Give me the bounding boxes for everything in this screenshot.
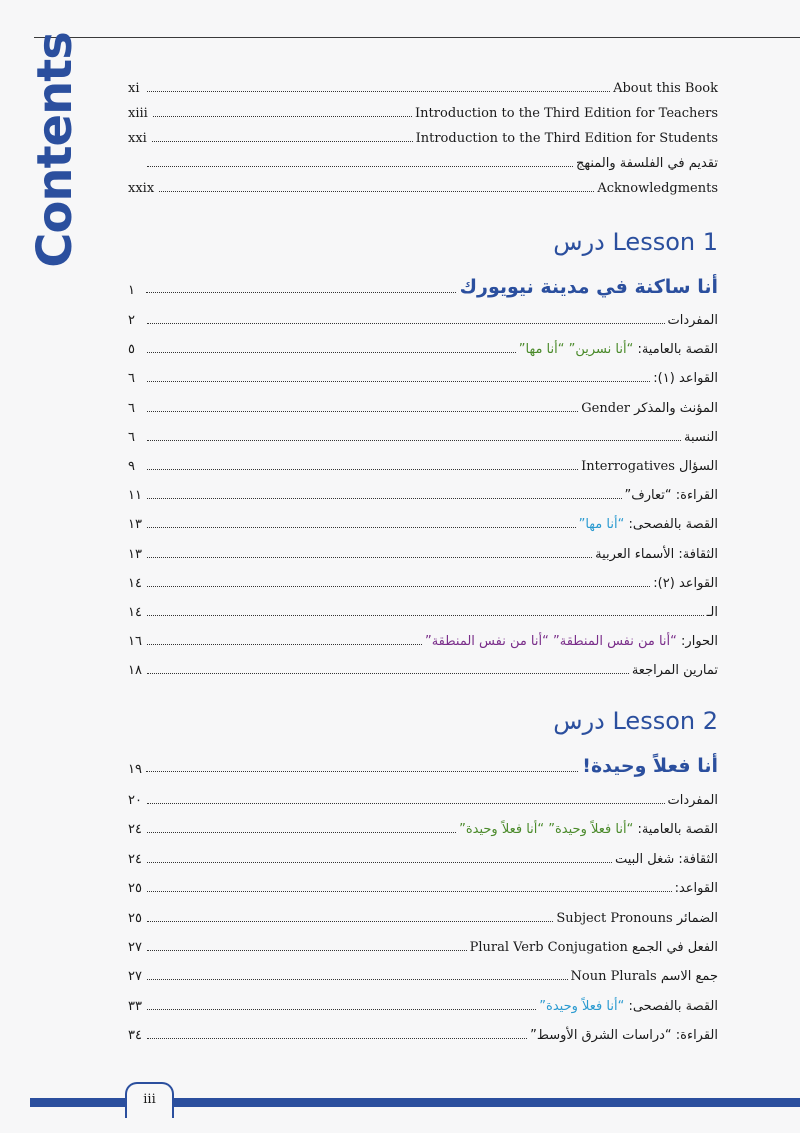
toc-row[interactable]: [128, 845, 718, 867]
lesson-2-subtitle-page: ١٩: [128, 762, 142, 777]
toc-entry-arabic: القراءة: “تعارف”: [624, 488, 718, 504]
toc-entry-arabic: القصة بالفصحى:: [628, 998, 718, 1014]
toc-page-number: ١٤: [128, 575, 142, 591]
toc-entry-arabic: المفردات: [667, 313, 718, 328]
toc-entry-english: Interrogatives: [581, 459, 675, 474]
lesson-1-subtitle-row[interactable]: [128, 268, 718, 298]
toc-entry-text: Introduction to the Third Edition for Students: [415, 131, 718, 146]
leader-dots: [147, 949, 467, 951]
toc-entry-title: [632, 663, 718, 678]
contents-title-text: Contents: [27, 32, 83, 268]
toc-row[interactable]: [128, 74, 718, 96]
toc-entry-arabic: القراءة: “دراسات الشرق الأوسط”: [530, 1028, 718, 1044]
toc-entry-title: [581, 459, 718, 474]
toc-entry-arabic: القواعد:: [674, 881, 718, 897]
toc-row[interactable]: [128, 510, 718, 532]
toc-entry-arabic: الحوار:: [681, 634, 718, 650]
toc-page-number: ٢٧: [128, 969, 142, 985]
toc-row[interactable]: [128, 904, 718, 926]
leader-dots: [147, 978, 568, 980]
toc-entry-title: [595, 547, 718, 562]
toc-entry-title: [653, 371, 718, 386]
toc-entry-arabic: الفعل في الجمع: [632, 940, 718, 955]
leader-dots: [147, 1008, 536, 1010]
toc-page-number: ٦: [128, 371, 135, 387]
leader-dots: [147, 614, 704, 616]
toc-entry-text: تقديم في الفلسفة والمنهج: [575, 156, 718, 171]
toc-page-number: ١٣: [128, 517, 142, 533]
toc-entry-arabic: الثقافة: شغل البيت: [614, 851, 718, 867]
toc-entry-arabic: القواعد (١):: [653, 371, 718, 387]
toc-entry-title: [579, 517, 718, 532]
toc-page-number: ١٨: [128, 663, 142, 679]
toc-row[interactable]: [128, 99, 718, 121]
toc-entry-title: [707, 605, 718, 620]
lesson-2-subtitle-row[interactable]: [128, 747, 718, 777]
leader-dots: [152, 140, 413, 142]
toc-entry-title: [684, 430, 718, 445]
toc-entry-story-title: “أنا من نفس المنطقة” “أنا من نفس المنطقة”: [424, 634, 677, 650]
toc-entry-english: Plural Verb Conjugation: [469, 940, 628, 955]
lesson-1-subtitle-page: ١: [128, 283, 135, 298]
toc-entry-title: [581, 401, 718, 416]
leader-dots: [147, 802, 665, 804]
toc-row[interactable]: [128, 540, 718, 562]
toc-page-number: ٥: [128, 342, 135, 358]
toc-entry-title: [470, 940, 718, 955]
lesson-2-heading: درس Lesson 2: [553, 707, 718, 735]
leader-dots: [147, 920, 553, 922]
toc-entry-title: [571, 969, 718, 984]
leader-dots: [147, 643, 422, 645]
leader-dots: [147, 672, 629, 674]
footer-page-tab: [125, 1082, 174, 1118]
toc-entry-story-title: “أنا نسرين” “أنا مها”: [518, 342, 634, 358]
toc-entry-arabic: الثقافة: الأسماء العربية: [595, 546, 718, 562]
toc-entry-title: [625, 488, 718, 503]
toc-page-number: ٣٣: [128, 998, 142, 1014]
toc-page-number: xiii: [128, 106, 148, 121]
leader-dots: [147, 165, 573, 167]
toc-entry-arabic: القصة بالعامية:: [637, 822, 718, 838]
toc-entry-story-title: “أنا مها”: [578, 517, 625, 533]
toc-row[interactable]: [128, 598, 718, 620]
toc-page-number: ٢٠: [128, 793, 142, 808]
toc-page-number: ٢٥: [128, 881, 142, 897]
toc-entry-arabic: الضمائر: [676, 910, 718, 926]
leader-dots: [147, 351, 516, 353]
leader-dots: [147, 890, 672, 892]
leader-dots: [147, 556, 592, 558]
toc-entry-arabic: الـ: [706, 605, 718, 620]
toc-entry-arabic: المفردات: [667, 793, 718, 808]
toc-row[interactable]: [128, 992, 718, 1014]
toc-page-number: ٢٧: [128, 940, 142, 955]
toc-row[interactable]: [128, 124, 718, 146]
toc-entry-english: Gender: [581, 400, 630, 416]
leader-dots: [159, 190, 594, 192]
toc-entry-title: [416, 131, 718, 146]
leader-dots: [147, 861, 612, 863]
toc-entry-arabic: جمع الاسم: [660, 969, 718, 985]
toc-entry-title: [425, 634, 718, 649]
toc-entry-title: [675, 881, 718, 896]
toc-row[interactable]: [128, 335, 718, 357]
leader-dots: [153, 115, 412, 117]
toc-entry-text: About this Book: [613, 81, 718, 96]
toc-page-number: xi: [128, 81, 140, 96]
toc-entry-title: [459, 822, 718, 837]
toc-row[interactable]: [128, 174, 718, 196]
toc-page-number: ٢٤: [128, 822, 142, 838]
toc-entry-title: [613, 81, 718, 96]
toc-entry-title: [539, 999, 718, 1014]
toc-page-number: ١٤: [128, 605, 142, 620]
lesson-1-subtitle: أنا ساكنة في مدينة نيويورك: [459, 276, 718, 298]
contents-vertical-title: [27, 32, 83, 268]
toc-page-number: xxix: [128, 181, 155, 196]
toc-row[interactable]: [128, 627, 718, 649]
page-number: iii: [143, 1091, 156, 1107]
toc-entry-arabic: السؤال: [679, 459, 718, 474]
toc-page-number: ٦: [128, 400, 135, 416]
toc-page-number: ١٣: [128, 546, 142, 562]
toc-entry-arabic: القصة بالفصحى:: [628, 517, 718, 533]
toc-row[interactable]: [128, 306, 718, 328]
toc-row[interactable]: [128, 962, 718, 984]
toc-row[interactable]: [128, 1021, 718, 1043]
toc-row[interactable]: [128, 481, 718, 503]
toc-page-number: ٢٥: [128, 910, 142, 926]
toc-entry-arabic: تمارين المراجعة: [631, 663, 718, 679]
toc-page-number: ٣٤: [128, 1028, 142, 1044]
toc-entry-title: [615, 852, 718, 867]
toc-row[interactable]: [128, 423, 718, 445]
toc-row[interactable]: [128, 364, 718, 386]
toc-page-number: xxi: [128, 131, 147, 146]
leader-dots: [147, 1037, 527, 1039]
toc-entry-story-title: “أنا فعلاً وحيدة”: [539, 998, 625, 1014]
toc-row[interactable]: [128, 149, 718, 171]
toc-entry-title: [668, 313, 718, 328]
toc-entry-title: [576, 156, 718, 171]
leader-dots: [147, 831, 456, 833]
leader-dots: [147, 322, 665, 324]
toc-row[interactable]: [128, 874, 718, 896]
toc-entry-arabic: المؤنث والمذكر: [634, 400, 718, 416]
top-rule: [34, 37, 800, 38]
leader-dots: [147, 90, 610, 92]
toc-row[interactable]: [128, 452, 718, 474]
toc-entry-arabic: القصة بالعامية:: [637, 342, 718, 358]
toc-row[interactable]: [128, 815, 718, 837]
toc-entry-title: [530, 1028, 718, 1043]
toc-row[interactable]: [128, 786, 718, 808]
toc-page-number: ٢٤: [128, 851, 142, 867]
toc-entry-story-title: “أنا فعلاً وحيدة” “أنا فعلاً وحيدة”: [459, 822, 634, 838]
toc-row[interactable]: [128, 394, 718, 416]
leader-dots: [147, 380, 650, 382]
lesson-1-heading: درس Lesson 1: [553, 228, 718, 256]
toc-entry-arabic: النسبة: [684, 429, 718, 445]
leader-dots: [147, 410, 578, 412]
toc-page-number: ٦: [128, 429, 135, 445]
leader-dots: [147, 468, 578, 470]
toc-page-number: ٢: [128, 313, 135, 328]
toc-row[interactable]: [128, 569, 718, 591]
lesson-2-subtitle: أنا فعلاً وحيدة!: [582, 755, 718, 777]
leader-dots: [147, 526, 576, 528]
leader-dots: [147, 439, 681, 441]
toc-entry-title: [597, 181, 718, 196]
toc-entry-text: Introduction to the Third Edition for Teachers: [415, 106, 718, 121]
toc-entry-title: [415, 106, 718, 121]
toc-entry-english: Subject Pronouns: [556, 910, 673, 926]
leader-dots: [147, 497, 622, 499]
toc-page-number: ١٦: [128, 634, 142, 650]
toc-row[interactable]: [128, 933, 718, 955]
toc-entry-title: [668, 793, 718, 808]
toc-entry-title: [653, 576, 718, 591]
toc-entry-arabic: القواعد (٢):: [653, 575, 718, 591]
toc-entry-english: Noun Plurals: [570, 969, 657, 985]
leader-dots: [146, 771, 578, 772]
toc-row[interactable]: [128, 656, 718, 678]
toc-entry-text: Acknowledgments: [597, 181, 718, 196]
toc-page-number: ١١: [128, 488, 142, 504]
toc-entry-title: [556, 911, 718, 926]
toc-entry-title: [519, 342, 718, 357]
leader-dots: [147, 585, 650, 587]
leader-dots: [146, 292, 456, 293]
toc-page-number: ٩: [128, 459, 135, 474]
